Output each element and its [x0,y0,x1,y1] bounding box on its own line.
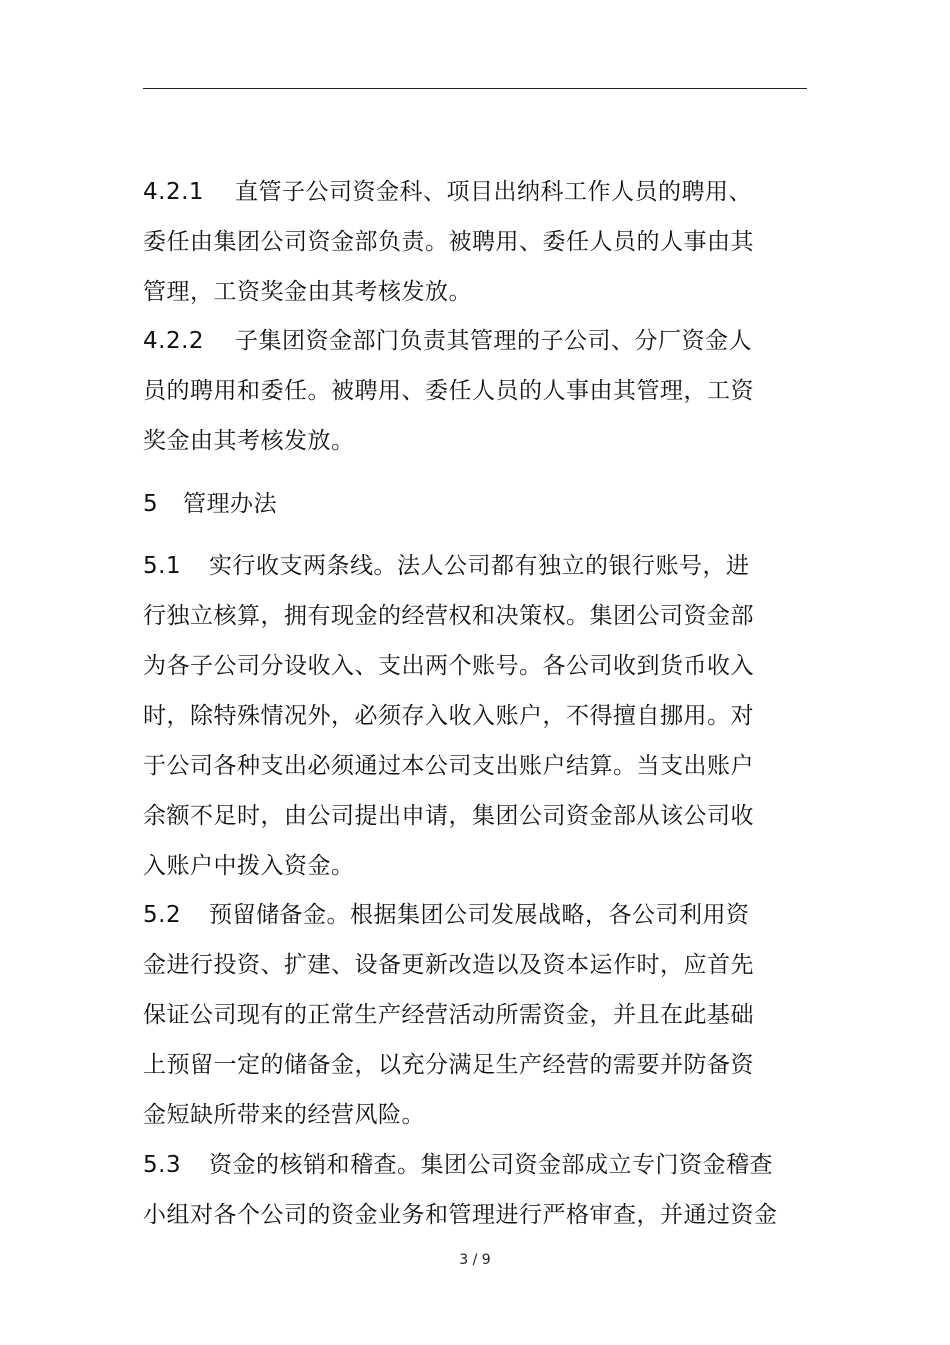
line-text: 入账户中拨入资金。 [143,853,355,879]
text-line [143,801,754,831]
line-text: 小组对各个公司的资金业务和管理进行严格审查，并通过资金 [143,1202,778,1228]
text-line [143,900,750,930]
text-line [143,701,754,731]
line-text: 员的聘用和委任。被聘用、委任人员的人事由其管理，工资 [143,378,754,404]
page-number: 3 / 9 [459,1252,491,1268]
text-line [143,651,754,681]
line-text: 奖金由其考核发放。 [143,428,355,454]
text-line [143,326,752,356]
section-heading [143,489,277,519]
line-text: 管理，工资奖金由其考核发放。 [143,279,472,305]
clause-number: 5.1 [143,553,182,579]
text-line [143,277,472,307]
clause-number: 5.3 [143,1152,182,1178]
text-line [143,177,752,207]
line-text: 预留储备金。根据集团公司发展战略，各公司利用资 [209,902,750,928]
text-line [143,751,754,781]
text-line [143,227,754,257]
section-title: 管理办法 [183,491,277,517]
text-line [143,1050,754,1080]
text-line [143,376,754,406]
line-text: 金进行投资、扩建、设备更新改造以及资本运作时，应首先 [143,952,754,978]
section-number: 5 [143,491,159,517]
line-text: 金短缺所带来的经营风险。 [143,1102,425,1128]
clause-number: 5.2 [143,902,182,928]
text-line [143,551,750,581]
text-line [143,601,754,631]
text-line [143,1150,773,1180]
text-line [143,1000,754,1030]
text-line [143,1200,778,1230]
line-text: 资金的核销和稽查。集团公司资金部成立专门资金稽查 [209,1152,773,1178]
line-text: 直管子公司资金科、项目出纳科工作人员的聘用、 [235,179,752,205]
clause-number: 4.2.2 [143,328,205,354]
line-text: 行独立核算，拥有现金的经营权和决策权。集团公司资金部 [143,603,754,629]
text-line [143,851,355,881]
line-text: 委任由集团公司资金部负责。被聘用、委任人员的人事由其 [143,229,754,255]
line-text: 余额不足时，由公司提出申请，集团公司资金部从该公司收 [143,803,754,829]
text-line [143,1100,425,1130]
line-text: 保证公司现有的正常生产经营活动所需资金，并且在此基础 [143,1002,754,1028]
line-text: 于公司各种支出必须通过本公司支出账户结算。当支出账户 [143,753,754,779]
line-text: 为各子公司分设收入、支出两个账号。各公司收到货币收入 [143,653,754,679]
clause-number: 4.2.1 [143,179,205,205]
header-rule [143,88,807,89]
text-line [143,426,355,456]
line-text: 实行收支两条线。法人公司都有独立的银行账号，进 [209,553,750,579]
line-text: 上预留一定的储备金，以充分满足生产经营的需要并防备资 [143,1052,754,1078]
line-text: 子集团资金部门负责其管理的子公司、分厂资金人 [235,328,752,354]
line-text: 时，除特殊情况外，必须存入收入账户，不得擅自挪用。对 [143,703,754,729]
text-line [143,950,754,980]
